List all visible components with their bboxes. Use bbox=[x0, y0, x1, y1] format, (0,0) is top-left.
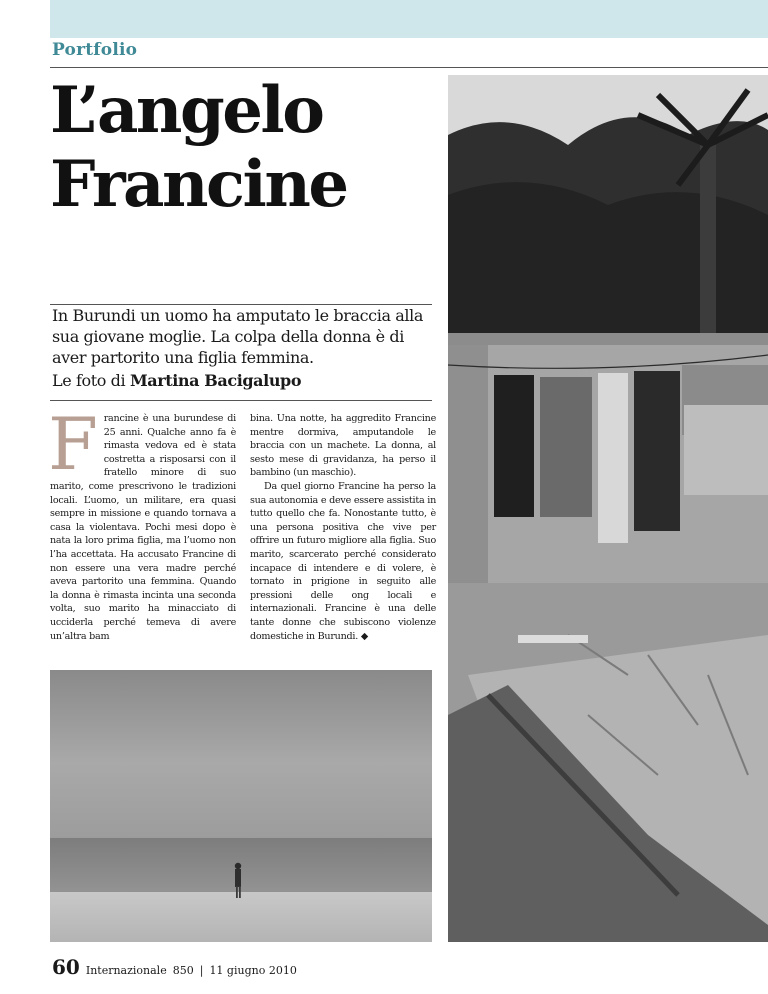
section-label: Portfolio bbox=[52, 40, 138, 60]
top-rule bbox=[50, 67, 768, 68]
body-paragraph-2: bina. Una notte, ha aggredito Francine mentre dormiva, amputandole le braccia con un machete. La donna, al sesto mese di gravidanza, ha perso il bambino (un maschio). bbox=[250, 413, 436, 479]
issue-number: 850 bbox=[172, 964, 194, 977]
issue-date: 11 giugno 2010 bbox=[209, 964, 297, 977]
standfirst: In Burundi un uomo ha amputato le braccia alla sua giovane moglie. La colpa della donna è di aver partorito una figlia femmina. bbox=[52, 306, 423, 367]
drop-cap: F bbox=[48, 402, 98, 486]
body-paragraph-1: rancine è una burundese di 25 anni. Qualche anno fa è rimasta vedova ed è stata costretta a risposarsi con il fratello minore di suo marito, come prescrivono le tradizioni locali. L’uomo, un militare, era quasi sempre in missione e quando tornava a casa la violentava. Pochi mesi dopo è nata la loro prima figlia, ma l’uomo non l’ha accettata. Ha accusato Francine di non essere una vera madre perché aveva partorito una femmina. Quando la donna è rimasta incinta una seconda volta, suo marito ha minacciato di ucciderla perché temeva di avere un’altra bam bbox=[50, 413, 236, 642]
publication-name: Internazionale bbox=[85, 964, 167, 977]
body-column-2 bbox=[250, 412, 436, 643]
body-paragraph-3: Da quel giorno Francine ha perso la sua autonomia e deve essere assistita in tutto quello che fa. Nonostante tutto, è una persona positiva che vive per offrire un futuro migliore alla figlia. Suo marito, scarcerato perché considerato incapace di intendere e di volere, è tornato in prigione in seguito alle pressioni delle ong locali e internazionali. Francine è una delle tante donne che subiscono violenze domestiche in Burundi. ◆ bbox=[250, 480, 436, 642]
body-rule bbox=[50, 400, 432, 401]
footer-separator: | bbox=[199, 964, 204, 977]
photo-credit bbox=[52, 370, 442, 391]
headline bbox=[50, 74, 450, 222]
beach-photo bbox=[50, 670, 432, 942]
credit-prefix: Le foto di bbox=[52, 371, 130, 390]
laundry-photo bbox=[448, 75, 768, 942]
headline-line-1: L’angelo bbox=[50, 73, 323, 148]
headline-line-2: Francine bbox=[50, 147, 347, 222]
body-column-1 bbox=[48, 402, 236, 643]
page-footer bbox=[52, 955, 297, 979]
photographer-name: Martina Bacigalupo bbox=[129, 371, 302, 390]
header-band bbox=[50, 0, 768, 38]
page-number: 60 bbox=[52, 955, 80, 979]
